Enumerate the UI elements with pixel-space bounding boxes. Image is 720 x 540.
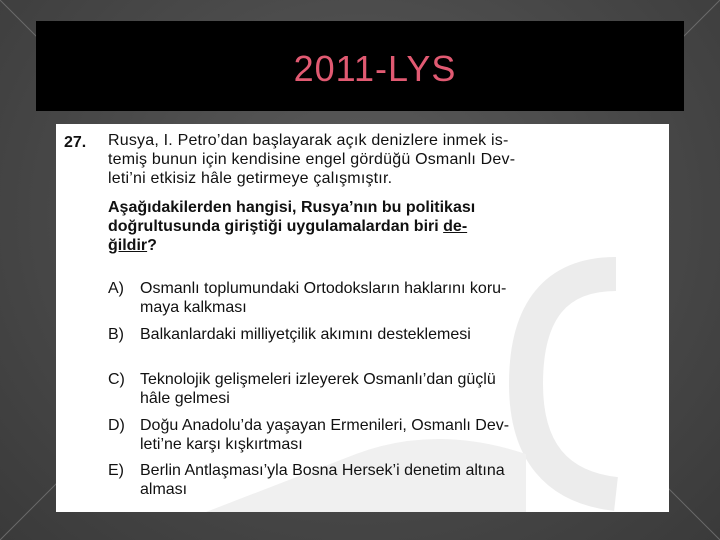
- option-text-line: hâle gelmesi: [140, 390, 230, 407]
- option-letter: A): [108, 280, 124, 297]
- option-text-line: alması: [140, 481, 188, 498]
- question-panel: [56, 124, 669, 512]
- option-letter: D): [108, 417, 125, 434]
- option-letter: E): [108, 462, 124, 479]
- question-prompt-text: doğrultusunda giriştiği uygulamalardan biri: [108, 218, 444, 235]
- option-text-line: Osmanlı toplumundaki Ortodoksların haklarını koru-: [140, 280, 507, 297]
- option-text: [140, 370, 640, 408]
- option-text: [140, 416, 640, 454]
- question-number: 27.: [64, 134, 87, 151]
- option-text-line: Berlin Antlaşması’yla Bosna Hersek’i denetim altına: [140, 462, 505, 479]
- question-prompt-line: Aşağıdakilerden hangisi, Rusya’nın bu politikası: [108, 199, 476, 216]
- negation-underlined: de-: [443, 218, 468, 235]
- question-prompt-line: [108, 217, 658, 236]
- negation-underlined: ğildir: [108, 237, 148, 254]
- option-text-line: maya kalkması: [140, 299, 247, 316]
- question-stem: [108, 131, 658, 188]
- slide-title: 2011-LYS: [293, 48, 457, 89]
- option-text-line: Teknolojik gelişmeleri izleyerek Osmanlı’dan güçlü: [140, 371, 496, 388]
- question-prompt: [108, 198, 658, 255]
- question-prompt-line: [108, 236, 658, 255]
- option-text-line: Doğu Anadolu’da yaşayan Ermenileri, Osmanlı Dev-: [140, 417, 510, 434]
- question-stem-line: temiş bunun için kendisine engel gördüğü Osmanlı Dev-: [108, 151, 516, 168]
- option-text: [140, 461, 640, 499]
- option-text: [140, 325, 640, 344]
- question-stem-line: Rusya, I. Petro’dan başlayarak açık denizlere inmek is-: [108, 132, 509, 149]
- question-mark: ?: [147, 237, 157, 254]
- title-bar: [36, 21, 684, 111]
- option-letter: C): [108, 371, 125, 388]
- question-stem-line: leti’ni etkisiz hâle getirmeye çalışmıştır.: [108, 170, 393, 187]
- option-text: [140, 279, 640, 317]
- option-text-line: leti’ne karşı kışkırtması: [140, 436, 303, 453]
- option-letter: B): [108, 326, 124, 343]
- option-text-line: Balkanlardaki milliyetçilik akımını desteklemesi: [140, 326, 471, 343]
